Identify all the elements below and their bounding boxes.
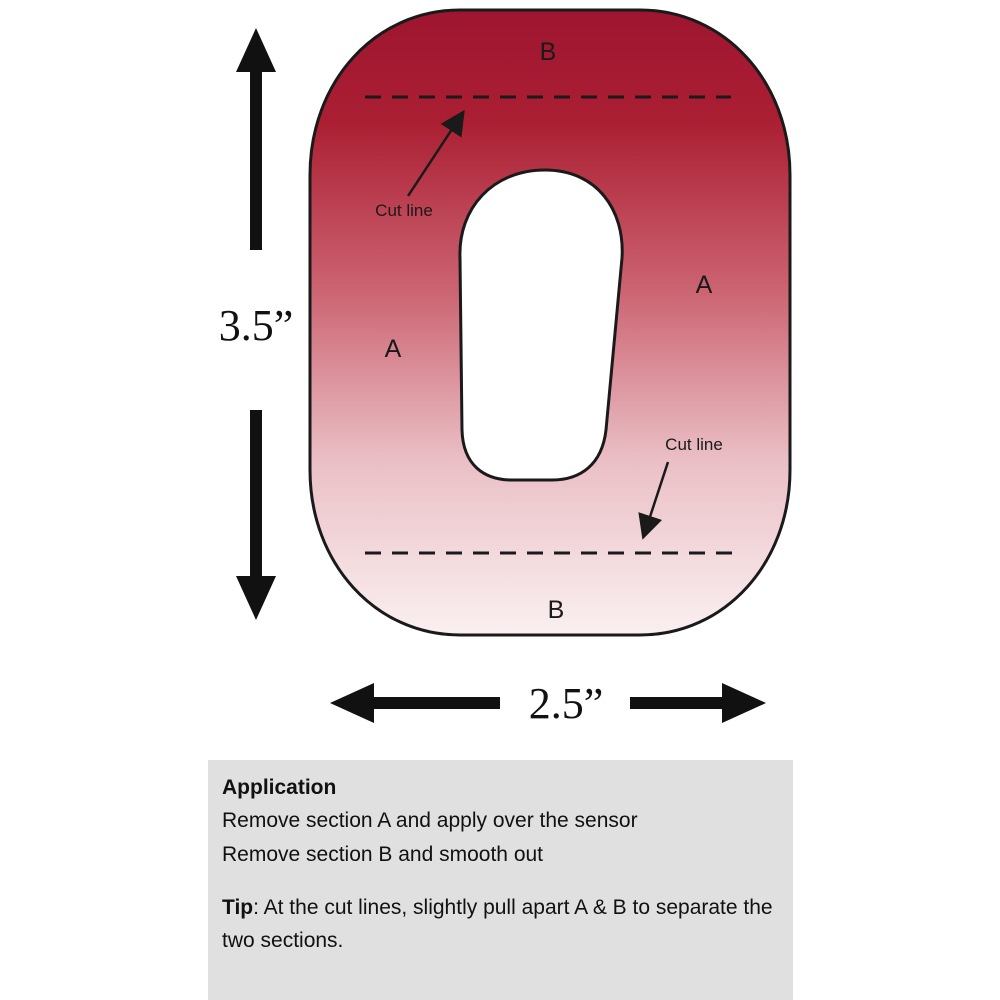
- label-section-b-bottom: B: [547, 596, 565, 624]
- cut-line-lower-label: Cut line: [665, 435, 723, 454]
- callout-tip-text: : At the cut lines, slightly pull apart A & B to separate the two sections.: [222, 896, 773, 952]
- height-dimension-label: 3.5”: [218, 301, 294, 350]
- callout-spacer: [222, 872, 777, 892]
- callout-step-2: Remove section B and smooth out: [222, 843, 544, 867]
- label-section-a-right: A: [695, 271, 713, 299]
- cut-line-upper-label: Cut line: [375, 201, 433, 220]
- width-dimension-label: 2.5”: [528, 679, 604, 728]
- patch-cutout: [460, 170, 622, 480]
- callout-tip: [222, 892, 777, 957]
- application-callout: [208, 760, 793, 1000]
- label-section-b-top: B: [539, 38, 557, 66]
- callout-title: Application: [222, 776, 337, 799]
- callout-step-1: Remove section A and apply over the sensor: [222, 809, 638, 833]
- label-section-a-left: A: [384, 335, 402, 363]
- callout-tip-label: Tip: [222, 896, 254, 920]
